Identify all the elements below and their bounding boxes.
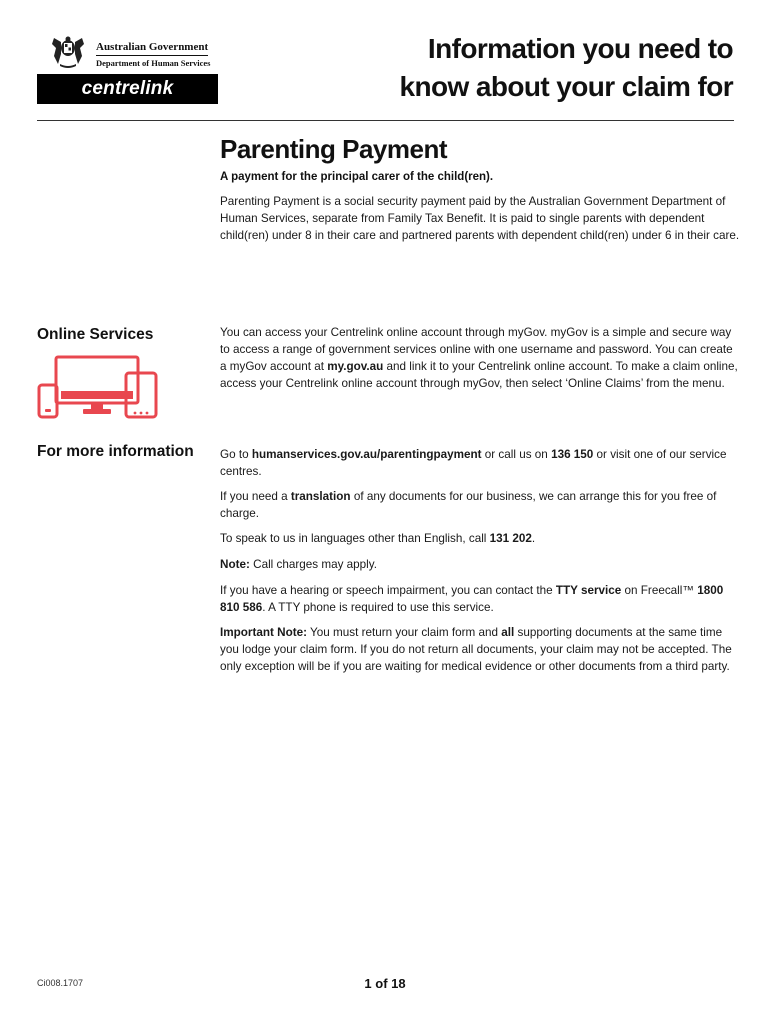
online-services-heading: Online Services	[37, 326, 154, 343]
important-note-text-2: supporting documents at the same time you lodge your claim form. If you do not return all documents, your claim may not be accepted. The only exception will be if you are waiting for medical evidence or other documents from a third party.	[220, 626, 732, 673]
languages-phone: 131 202	[489, 532, 532, 545]
contact-paragraph	[220, 446, 740, 480]
important-note-text-1: You must return your claim form and	[307, 626, 502, 639]
translation-text-2: of any documents for our business, we can arrange this for you free of charge.	[220, 490, 717, 520]
note-text: Call charges may apply.	[249, 558, 377, 571]
online-services-paragraph	[220, 324, 740, 392]
devices-icon	[36, 355, 160, 421]
coat-of-arms-logo	[44, 34, 92, 70]
mygov-link: my.gov.au	[327, 360, 384, 373]
page-subtitle: A payment for the principal carer of the child(ren).	[220, 171, 494, 183]
online-services-text-1: You can access your Centrelink online account through myGov. myGov is a simple and secure way to access a range of government services online with one username and password. You can create a myGov account at	[220, 326, 733, 373]
document-title-line-2: know about your claim for	[399, 71, 733, 102]
tty-phone: 1800 810 586	[220, 584, 724, 614]
tty-text-3: . A TTY phone is required to use this service.	[262, 601, 494, 614]
important-note-all: all	[501, 626, 515, 639]
tty-text-1: If you have a hearing or speech impairment, you can contact the	[220, 584, 556, 597]
languages-end: .	[531, 532, 536, 545]
translation-paragraph	[220, 488, 740, 522]
important-note-label: Important Note:	[220, 626, 307, 639]
important-note-paragraph	[220, 624, 740, 675]
translation-text-1: If you need a	[220, 490, 291, 503]
website-link: humanservices.gov.au/parentingpayment	[251, 448, 482, 461]
tty-service: TTY service	[555, 584, 622, 597]
department-name: Department of Human Services	[96, 58, 211, 68]
tty-text-2: on Freecall™	[621, 584, 698, 597]
header-divider	[37, 120, 734, 121]
visit-text: or visit one of our service centres.	[220, 448, 727, 478]
languages-paragraph	[220, 530, 740, 547]
government-divider	[96, 55, 208, 56]
note-label: Note:	[220, 558, 250, 571]
document-title-line-1: Information you need to	[427, 33, 733, 64]
intro-paragraph: Parenting Payment is a social security payment paid by the Australian Government Department of Human Services, separate from Family Tax Benefit. It is paid to single parents with dependent child(ren) under 8 in their care and partnered parents with dependent child(ren) under 6 in their care.	[220, 195, 740, 242]
page-number: 1 of 18	[364, 976, 406, 991]
page-heading: Parenting Payment	[220, 134, 448, 164]
centrelink-logo: centrelink	[81, 78, 174, 99]
form-code: Ci008.1707	[37, 978, 84, 988]
languages-text: To speak to us in languages other than English, call	[220, 532, 490, 545]
goto-text: Go to	[220, 448, 252, 461]
government-name: Australian Government	[96, 41, 209, 53]
call-charges-note	[220, 556, 740, 573]
translation-bold: translation	[290, 490, 351, 503]
more-info-heading: For more information	[37, 443, 194, 460]
phone-number: 136 150	[551, 448, 594, 461]
document-title	[313, 30, 733, 106]
call-text: or call us on	[481, 448, 552, 461]
online-services-text-2: and link it to your Centrelink online account. To make a claim online, access your Centrelink online account through myGov, then select ‘Online Claims’ from the menu.	[220, 360, 738, 390]
tty-paragraph	[220, 582, 740, 616]
